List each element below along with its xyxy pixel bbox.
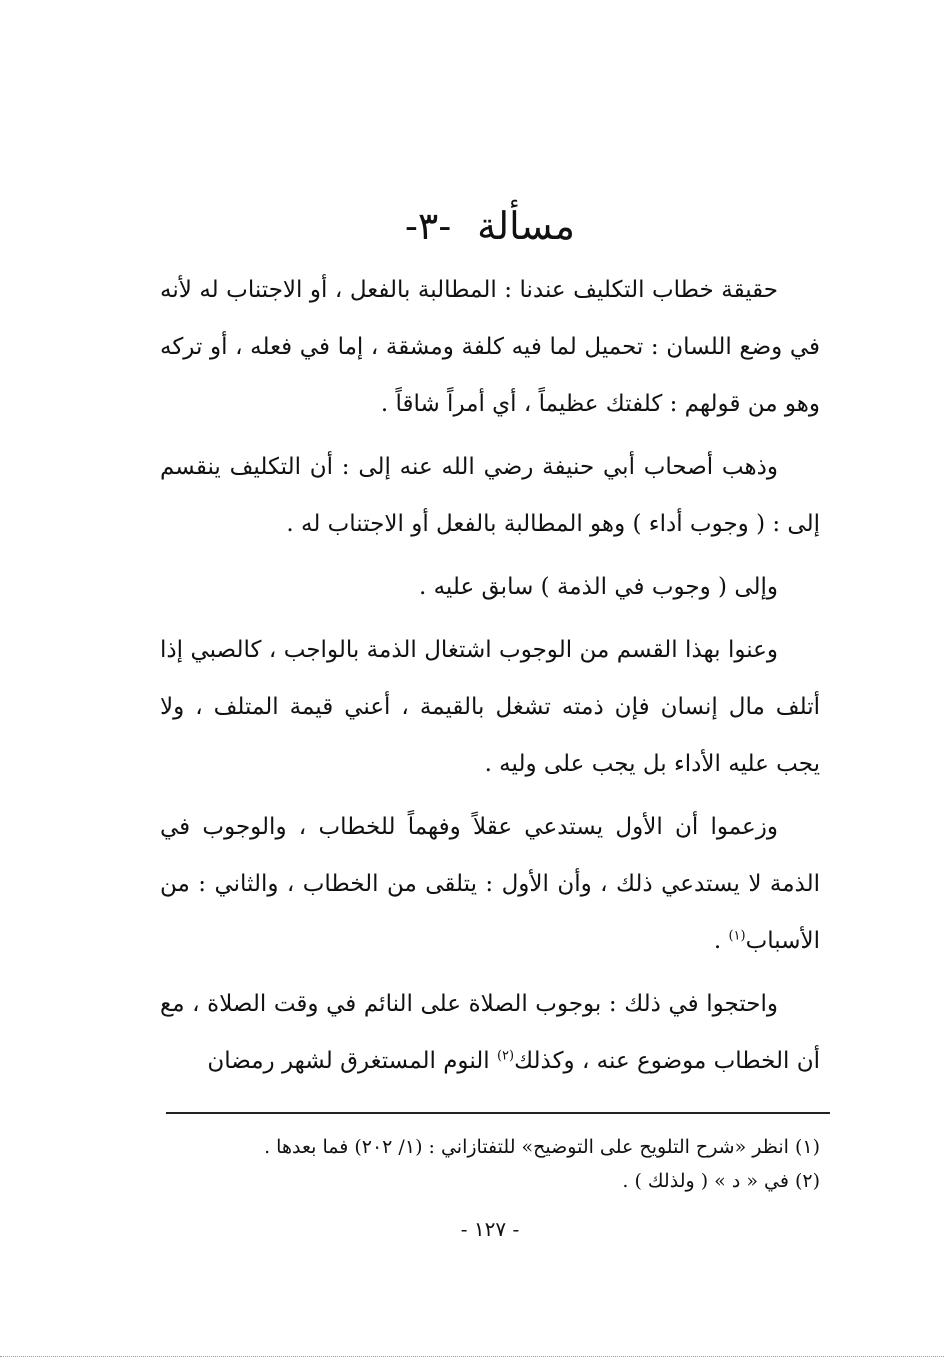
body-text [160, 262, 820, 1090]
footnote-divider [166, 1112, 830, 1114]
footnote-ref-2[interactable]: (٢) [496, 1048, 515, 1064]
paragraph-6-text: واحتجوا في ذلك : بوجوب الصلاة على النائم في وقت الصلاة ، مع أن الخطاب موضوع عنه ، وكذلك [160, 991, 820, 1074]
section-title-number: -٣- [405, 204, 452, 248]
page-number: - ١٢٧ - [460, 1217, 520, 1241]
paragraph-3: وإلى ( وجوب في الذمة ) سابق عليه . [418, 574, 778, 600]
paragraph-2: وذهب أصحاب أبي حنيفة رضي الله عنه إلى : أن التكليف ينقسم إلى : ( وجوب أداء ) وهو المطالبة بالفعل أو الاجتناب له . [160, 454, 820, 537]
paragraph-1: حقيقة خطاب التكليف عندنا : المطالبة بالفعل ، أو الاجتناب له لأنه في وضع اللسان : تحميل لما فيه كلفة ومشقة ، إما في فعله ، أو تركه وهو من قولهم : كلفتك عظيماً ، أي أمراً شاقاً . [160, 277, 820, 417]
paragraph-6 [160, 976, 820, 1090]
section-title-word: مسألة [477, 204, 575, 248]
section-title [340, 196, 640, 256]
paragraph-5-text: وزعموا أن الأول يستدعي عقلاً وفهماً للخطاب ، والوجوب في الذمة لا يستدعي ذلك ، وأن الأول : يتلقى من الخطاب ، والثاني : من الأسباب [160, 814, 820, 954]
paragraph-6-end: النوم المستغرق لشهر رمضان [207, 1048, 497, 1074]
footnotes [160, 1130, 820, 1198]
paragraph-5-end: . [713, 928, 729, 954]
footnote-ref-1[interactable]: (١) [728, 928, 746, 944]
footnote-2: (٢) في « د » ( ولذلك ) . [622, 1170, 820, 1192]
footnote-1: (١) انظر «شرح التلويح على التوضيح» للتفتازاني : (١/ ٢٠٢) فما بعدها . [264, 1136, 820, 1158]
scan-edge-divider [0, 1356, 944, 1357]
paragraph-5 [160, 799, 820, 970]
paragraph-4: وعنوا بهذا القسم من الوجوب اشتغال الذمة بالواجب ، كالصبي إذا أتلف مال إنسان فإن ذمته تشغل بالقيمة ، أعني قيمة المتلف ، ولا يجب عليه الأداء بل يجب على وليه . [160, 637, 820, 777]
